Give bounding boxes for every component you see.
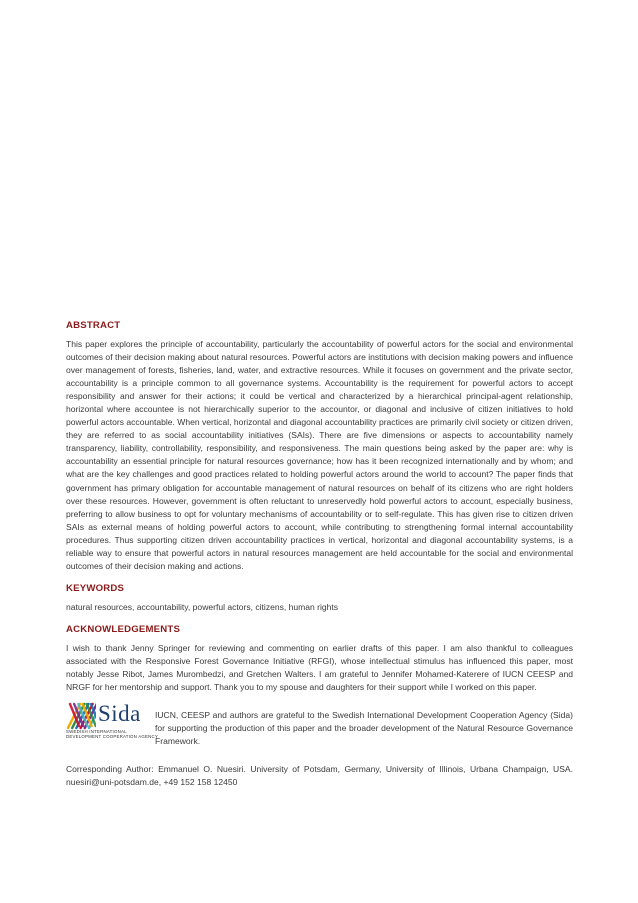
sida-subline-1: SWEDISH INTERNATIONAL — [66, 729, 127, 735]
keywords-heading: KEYWORDS — [66, 582, 125, 594]
abstract-heading: ABSTRACT — [66, 320, 121, 331]
acknowledgements-text: I wish to thank Jenny Springer for reviewing and commenting on earlier drafts of this paper. I am also thankful to colleagues associated with the Responsive Forest Governance Initiative (RFGI), whose intellectual stimulus has influenced this paper, most notably Jesse Ribot, James Murombedzi, and Gretchen Walters. I am grateful to Jennifer Mohamed-Katerere of IUCN CEESP and NRGF for her mentorship and support. Thank you to my spouse and daughters for their support while I worked on this paper. — [66, 642, 573, 693]
sida-subline — [66, 729, 158, 740]
abstract-section — [66, 320, 573, 573]
sida-acknowledgement-text: IUCN, CEESP and authors are grateful to the Swedish International Development Cooperation Agency (Sida) for supporting the production of this paper and the broader development of the Natural Resource Governance Framework. — [155, 709, 573, 746]
sida-acknowledgement — [66, 700, 573, 756]
sida-subline-2: DEVELOPMENT COOPERATION AGENCY — [66, 734, 158, 740]
acknowledgements-heading: ACKNOWLEDGEMENTS — [66, 623, 181, 635]
sida-wordmark: Sida — [98, 701, 141, 727]
sida-emblem-icon — [66, 700, 96, 730]
keywords-section — [66, 583, 573, 614]
paper-front-matter — [66, 320, 573, 789]
sida-logo — [66, 700, 158, 742]
abstract-text: This paper explores the principle of accountability, particularly the accountability of powerful actors for the social and environmental outcomes of their decision making about natural resources. Powerful actors are institutions with decision making powers and influence over management of forests, fisheries, land, water, and extractive resources. While it focuses on government and the private sector, accountability is a principle common to all governance systems. Accountability is the requirement for powerful actors to accept responsibility and answer for their actions; it could be vertical and characterized by a hierarchical principal-agent relationship, horizontal where accountee is not hierarchically superior to the accountor, or diagonal and inclusive of citizen initiatives to hold powerful actors accountable. When vertical, horizontal and diagonal accountability practices are primarily civil society or citizen driven, they are referred to as social accountability initiatives (SAIs). There are five dimensions or aspects to accountability namely transparency, liability, controllability, responsibility, and responsiveness. The main questions being asked by the paper are: why is accountability an essential principle for natural resources governance; how has it been recognized internationally and by whom; and what are the key challenges and good practices related to holding powerful actors around the world to account? The paper finds that government has primary obligation for accountable management of natural resources on behalf of its citizens who are right holders over these resources. However, government is often reluctant to unreservedly hold powerful actors to account, especially business, preferring to allow business to opt for voluntary mechanisms of accountability or to self-regulate. This has given rise to citizen driven SAIs as external means of holding powerful actors to account, while contributing to strengthening formal internal accountability procedures. Thus supporting citizen driven accountability practices in vertical, horizontal and diagonal accountability systems, is a reliable way to ensure that powerful actors in natural resources management are held accountable for the social and environmental outcomes of their decision making and actions. — [66, 339, 573, 571]
corresponding-author: Corresponding Author: Emmanuel O. Nuesiri. University of Potsdam, Germany, University of Illinois, Urbana Champaign, USA. nuesiri@uni-potsdam.de, +49 152 158 12450 — [66, 764, 573, 788]
keywords-text: natural resources, accountability, powerful actors, citizens, human rights — [66, 601, 339, 612]
acknowledgements-section — [66, 624, 573, 756]
